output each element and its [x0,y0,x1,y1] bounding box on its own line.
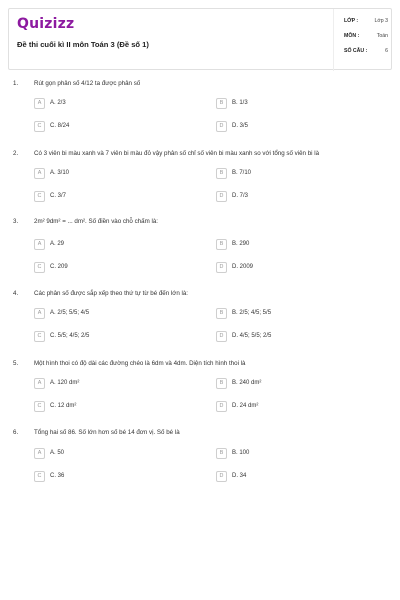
option-text: B. 1/3 [232,100,248,106]
option-c[interactable] [34,471,164,482]
option-letter-box: D [216,191,227,202]
option-text: B. 290 [232,241,250,247]
question-text: Một hình thoi có độ dài các đường chéo là 6dm và 4dm. Diện tích hình thoi là [34,360,246,367]
option-text: D. 4/5; 5/5; 2/5 [232,333,272,339]
option-letter-box: B [216,378,227,389]
option-text: C. 209 [50,264,68,270]
question-number: 5. [13,360,19,367]
meta-class [334,18,394,32]
option-letter-box: A [34,239,45,250]
question-text: Tổng hai số 86. Số lớn hơn số bé 14 đơn vị. Số bé là [34,429,180,436]
option-letter-box: B [216,239,227,250]
option-letter-box: D [216,401,227,412]
worksheet-header [8,8,392,70]
option-letter-box: C [34,262,45,273]
question-number: 6. [13,429,19,436]
option-text: A. 120 dm² [50,380,80,386]
option-letter-box: D [216,262,227,273]
meta-value: Toán [376,33,388,39]
option-text: A. 50 [50,450,65,456]
quizizz-logo: Quizizz [17,16,75,32]
option-letter-box: A [34,378,45,389]
option-letter-box: B [216,308,227,319]
option-d[interactable] [216,191,346,202]
question-text: 2m² 9dm² = ... dm². Số điền vào chỗ chấm là: [34,218,158,225]
option-b[interactable] [216,378,346,389]
worksheet-title: Đề thi cuối kì II môn Toán 3 (Đề số 1) [17,40,149,49]
option-text: D. 24 dm² [232,403,259,409]
meta-subject [334,33,394,47]
option-c[interactable] [34,262,164,273]
option-text: B. 7/10 [232,170,252,176]
option-letter-box: D [216,121,227,132]
option-d[interactable] [216,471,346,482]
meta-count [334,48,394,62]
option-text: C. 3/7 [50,193,67,199]
option-letter-box: A [34,98,45,109]
option-text: C. 36 [50,473,65,479]
option-text: D. 3/5 [232,123,249,129]
option-letter-box: A [34,448,45,459]
option-letter-box: B [216,448,227,459]
option-d[interactable] [216,121,346,132]
option-c[interactable] [34,121,164,132]
option-text: D. 7/3 [232,193,249,199]
option-a[interactable] [34,378,164,389]
question-text: Có 3 viên bi màu xanh và 7 viên bi màu đỏ vậy phân số chỉ số viên bi màu xanh so với tổng số viên bi là [34,150,320,157]
option-b[interactable] [216,98,346,109]
meta-value: 6 [385,48,388,54]
option-b[interactable] [216,168,346,179]
meta-panel [333,9,393,71]
option-a[interactable] [34,448,164,459]
option-text: B. 2/5; 4/5; 5/5 [232,310,272,316]
option-text: A. 29 [50,241,65,247]
question-text: Rút gọn phân số 4/12 ta được phân số [34,80,141,87]
question-number: 3. [13,218,19,225]
option-letter-box: C [34,191,45,202]
option-letter-box: D [216,471,227,482]
option-text: C. 5/5; 4/5; 2/5 [50,333,90,339]
option-letter-box: D [216,331,227,342]
option-text: D. 2009 [232,264,254,270]
option-letter-box: B [216,98,227,109]
meta-key: MÔN : [344,33,360,39]
question-text: Các phân số được sắp xếp theo thứ tự từ bé đến lớn là: [34,290,189,297]
option-text: B. 240 dm² [232,380,262,386]
option-text: A. 2/5; 5/5; 4/5 [50,310,90,316]
option-letter-box: C [34,401,45,412]
option-c[interactable] [34,401,164,412]
option-text: A. 3/10 [50,170,70,176]
meta-key: SỐ CÂU : [344,48,368,54]
option-d[interactable] [216,331,346,342]
question-number: 2. [13,150,19,157]
option-letter-box: C [34,331,45,342]
option-c[interactable] [34,331,164,342]
option-a[interactable] [34,168,164,179]
option-d[interactable] [216,401,346,412]
meta-key: LỚP : [344,18,359,24]
option-text: D. 34 [232,473,247,479]
option-letter-box: A [34,308,45,319]
question-number: 1. [13,80,19,87]
option-text: B. 100 [232,450,250,456]
option-c[interactable] [34,191,164,202]
option-text: C. 8/24 [50,123,70,129]
option-a[interactable] [34,98,164,109]
option-b[interactable] [216,239,346,250]
option-letter-box: A [34,168,45,179]
option-text: C. 12 dm² [50,403,77,409]
option-d[interactable] [216,262,346,273]
option-a[interactable] [34,308,164,319]
question-number: 4. [13,290,19,297]
option-text: A. 2/3 [50,100,66,106]
option-a[interactable] [34,239,164,250]
option-letter-box: C [34,471,45,482]
option-letter-box: C [34,121,45,132]
option-b[interactable] [216,308,346,319]
meta-value: Lớp 3 [374,18,388,24]
option-letter-box: B [216,168,227,179]
option-b[interactable] [216,448,346,459]
